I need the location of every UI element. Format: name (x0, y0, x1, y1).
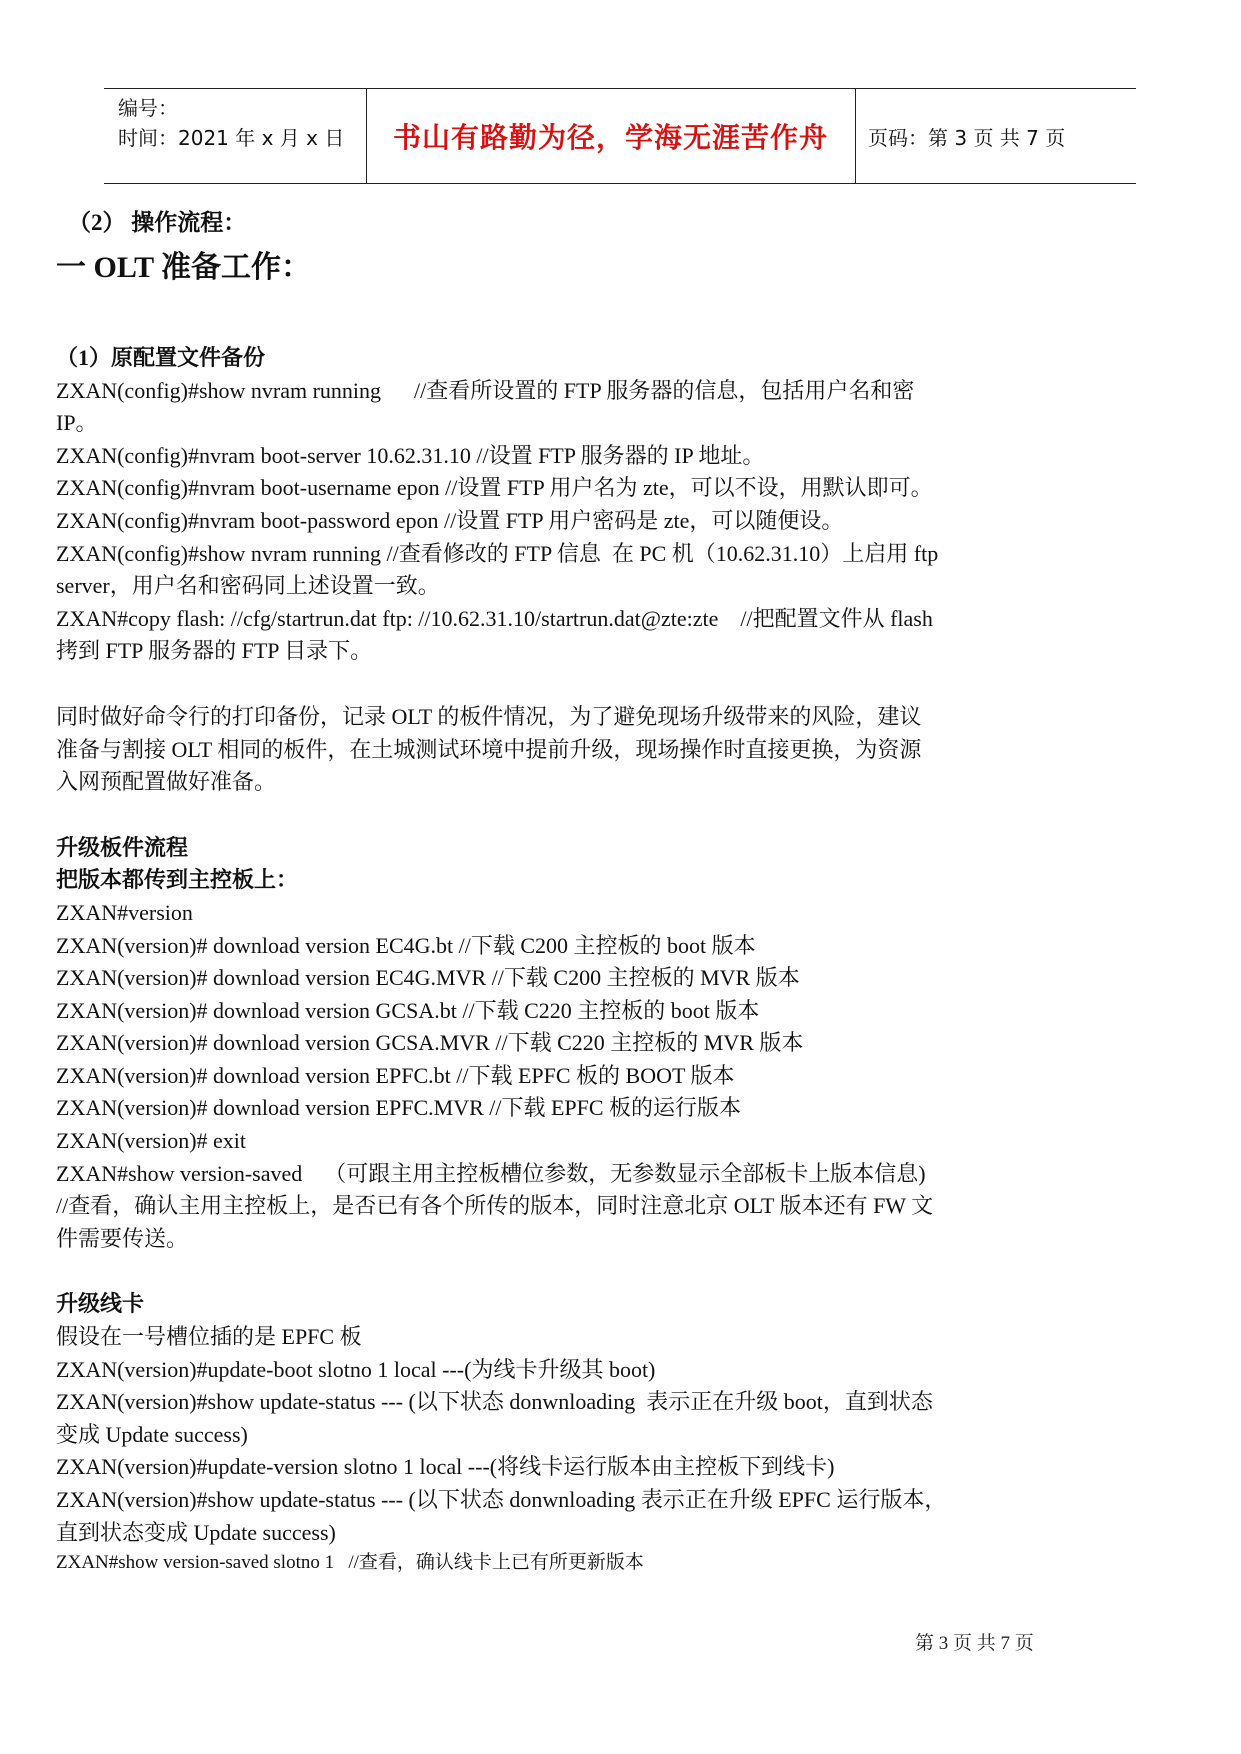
command-line: ZXAN(version)# download version EC4G.bt //下载 C200 主控板的 boot 版本 (56, 932, 756, 958)
command-line: ZXAN(config)#show nvram running //查看修改的 FTP 信息 在 PC 机（10.62.31.10）上启用 ftp server，用户名和密码同上述设置一致。 (56, 540, 939, 599)
command-line: ZXAN#show version-saved （可跟主用主控板槽位参数，无参数显示全部板卡上版本信息) //查看，确认主用主控板上，是否已有各个所传的版本，同时注意北京 OLT 版本还有 FW 文 件需要传送。 (56, 1160, 934, 1251)
upgrade-board-subheading: 把版本都传到主控板上： (56, 867, 299, 893)
command-line: ZXAN#copy flash: //cfg/startrun.dat ftp: //10.62.31.10/startrun.dat@zte:zte //把配置文件从 flash 拷到 FTP 服务器的 FTP 目录下。 (56, 605, 933, 664)
note-paragraph: 同时做好命令行的打印备份，记录 OLT 的板件情况，为了避免现场升级带来的风险，建议 准备与割接 OLT 相同的板件，在土城测试环境中提前升级，现场操作时直接更换，为资源 入网预配置做好准备。 (56, 703, 922, 795)
command-line: ZXAN(version)#update-boot slotno 1 local ---(为线卡升级其 boot) (56, 1356, 656, 1382)
command-line: ZXAN(version)#update-version slotno 1 local ---(将线卡运行版本由主控板下到线卡) (56, 1454, 835, 1480)
document-time-label: 时间：2021 年 x 月 x 日 (118, 126, 345, 150)
command-line: ZXAN(version)#show update-status --- (以下状态 donwnloading 表示正在升级 EPFC 运行版本， 直到状态变成 Update success) (56, 1487, 947, 1545)
upgrade-board-heading: 升级板件流程 (56, 834, 189, 860)
command-line: ZXAN(config)#nvram boot-password epon //设置 FTP 用户密码是 zte，可以随便设。 (56, 507, 844, 533)
command-line: ZXAN#version (56, 899, 193, 925)
command-line: ZXAN(version)# download version EC4G.MVR //下载 C200 主控板的 MVR 版本 (56, 965, 800, 991)
command-line: ZXAN(config)#nvram boot-server 10.62.31.10 //设置 FTP 服务器的 IP 地址。 (56, 442, 765, 468)
command-line: ZXAN(version)# exit (56, 1128, 247, 1154)
header-left-cell (118, 93, 344, 153)
command-line: 假设在一号槽位插的是 EPFC 板 (56, 1324, 362, 1350)
command-line: ZXAN(config)#nvram boot-username epon //设置 FTP 用户名为 zte，可以不设，用默认即可。 (56, 475, 933, 501)
command-line: ZXAN(version)# download version EPFC.MVR //下载 EPFC 板的运行版本 (56, 1095, 742, 1121)
upgrade-card-heading: 升级线卡 (56, 1291, 145, 1317)
document-body (56, 206, 1056, 1577)
backup-subheading: （1）原配置文件备份 (56, 345, 266, 370)
step-heading: （2） 操作流程： (68, 210, 247, 235)
command-line: ZXAN#show version-saved slotno 1 //查看，确认线卡上已有所更新版本 (56, 1552, 644, 1574)
command-line: ZXAN(version)# download version GCSA.bt //下载 C220 主控板的 boot 版本 (56, 997, 760, 1023)
page-footer: 第 3 页 共 7 页 (915, 1633, 1034, 1654)
section-title: 一 OLT 准备工作： (56, 251, 312, 284)
command-line: ZXAN(version)# download version GCSA.MVR //下载 C220 主控板的 MVR 版本 (56, 1030, 804, 1056)
command-line: ZXAN(version)# download version EPFC.bt //下载 EPFC 板的 BOOT 版本 (56, 1062, 735, 1088)
header-page-info: 页码：第 3 页 共 7 页 (868, 125, 1066, 150)
page-header (104, 88, 1136, 184)
document-number-label: 编号： (118, 96, 178, 120)
command-line: ZXAN(version)#show update-status --- (以下状态 donwnloading 表示正在升级 boot，直到状态 变成 Update success) (56, 1389, 933, 1447)
command-line: ZXAN(config)#show nvram running //查看所设置的 FTP 服务器的信息，包括用户名和密 IP。 (56, 377, 915, 436)
header-divider (855, 89, 856, 183)
header-motto: 书山有路勤为径，学海无涯苦作舟 (392, 121, 828, 154)
